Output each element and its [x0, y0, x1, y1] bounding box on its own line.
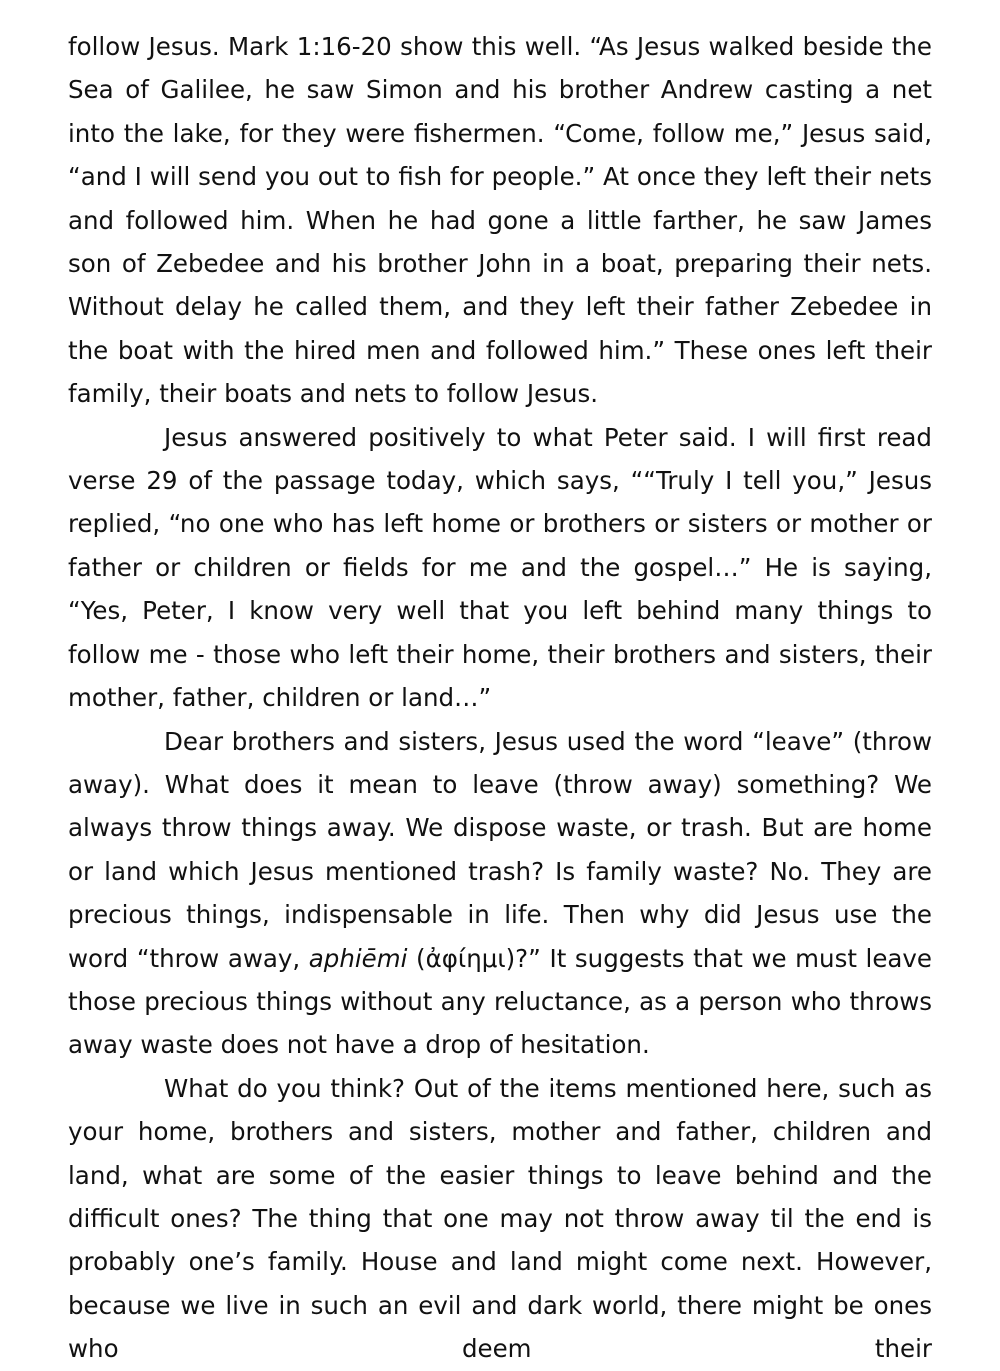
paragraph-3	[68, 720, 932, 1067]
paragraph-1-text: follow Jesus. Mark 1:16-20 show this well. “As Jesus walked beside the Sea of Galilee, he saw Simon and his brother Andrew casting a net into the lake, for they were fishermen. “Come, follow me,” Jesus said, “and I will send you out to fish for people.” At once they left their nets and followed him. When he had gone a little farther, he saw James son of Zebedee and his brother John in a boat, preparing their nets. Without delay he called them, and they left their father Zebedee in the boat with the hired men and followed him.” These ones left their family, their boats and nets to follow Jesus.	[68, 32, 932, 409]
paragraph-4	[68, 1067, 932, 1371]
document-page	[68, 25, 932, 1371]
paragraph-4-text: What do you think? Out of the items mentioned here, such as your home, brothers and sisters, mother and father, children and land, what are some of the easier things to leave behind and the difficult ones? The thing that one may not throw away til the end is probably one’s family. House and land might come next. However, because we live in such an evil and dark world, there might be ones who deem their	[68, 1073, 932, 1364]
greek-term-transliteration: aphiēmi	[308, 943, 408, 973]
paragraph-3-text-b: (ἀφίημι)?” It suggests that we must leave those precious things without any reluctance, as a person who throws away waste does not have a drop of hesitation.	[68, 943, 933, 1060]
paragraph-2-text: Jesus answered positively to what Peter said. I will first read verse 29 of the passage today, which says, ““Truly I tell you,” Jesus replied, “no one who has left home or brothers or sisters or mother or father or children or fields for me and the gospel…” He is saying, “Yes, Peter, I know very well that you left behind many things to follow me - those who left their home, their brothers and sisters, their mother, father, children or land…”	[68, 422, 932, 713]
paragraph-1	[68, 25, 932, 416]
paragraph-2	[68, 416, 932, 720]
paragraph-3-text-a: Dear brothers and sisters, Jesus used the word “leave” (throw away). What does it mean to leave (throw away) something? We always throw things away. We dispose waste, or trash. But are home or land which Jesus mentioned trash? Is family waste? No. They are precious things, indispensable in life. Then why did Jesus use the word “throw away,	[68, 726, 932, 973]
